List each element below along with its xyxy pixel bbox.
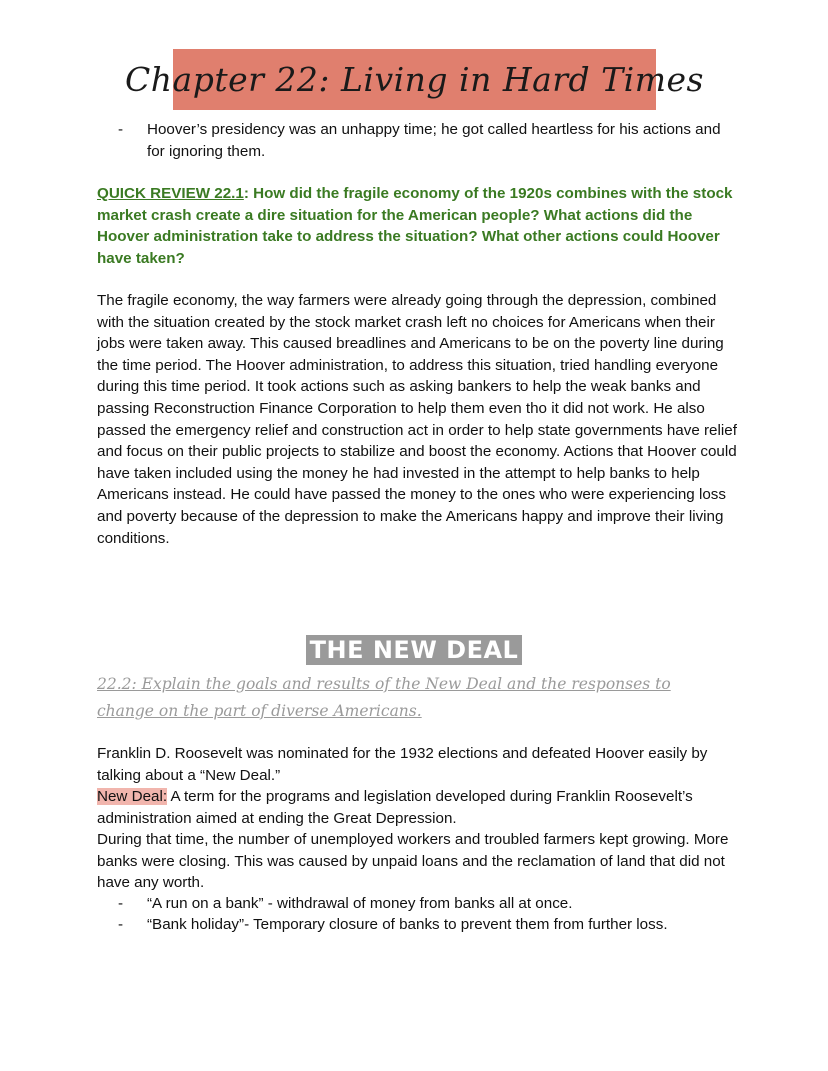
chapter-title-banner <box>125 49 704 110</box>
section-heading-container <box>0 635 828 665</box>
learning-objective: 22.2: Explain the goals and results of the New Deal and the responses to change on the part of diverse Americans. <box>97 675 671 720</box>
quick-review-label: QUICK REVIEW 22.1 <box>97 185 244 202</box>
quick-review-question <box>97 183 737 269</box>
bullet-text: “Bank holiday”- Temporary closure of banks to prevent them from further loss. <box>147 916 668 933</box>
list-item <box>118 893 738 915</box>
bullet-dash: - <box>118 121 124 138</box>
bullet-text: “A run on a bank” - withdrawal of money from banks all at once. <box>147 895 573 912</box>
highlighted-term: New Deal: <box>97 788 168 805</box>
list-item <box>118 119 738 162</box>
list-item <box>118 914 738 936</box>
new-deal-intro: Franklin D. Roosevelt was nominated for the 1932 elections and defeated Hoover easily by talking about a “New Deal.” <box>97 745 708 784</box>
section-heading: THE NEW DEAL <box>306 635 523 665</box>
chapter-title: Chapter 22: Living in Hard Times <box>125 60 704 99</box>
new-deal-definition <box>97 786 737 829</box>
bullet-dash: - <box>118 895 124 912</box>
new-deal-context: During that time, the number of unemployed workers and troubled farmers kept growing. More banks were closing. This was caused by unpaid loans and the reclamation of land that did not have any worth. <box>97 831 729 892</box>
quick-review-text: : How did the fragile economy of the 1920s combines with the stock market crash create a dire situation for the American people? What actions did the Hoover administration take to address the situation? What other actions could Hoover have taken? <box>97 185 733 267</box>
bullet-text: Hoover’s presidency was an unhappy time; he got called heartless for his actions and for ignoring them. <box>147 121 721 160</box>
definition-text: A term for the programs and legislation developed during Franklin Roosevelt’s administration aimed at ending the Great Depression. <box>97 788 693 827</box>
bullet-dash: - <box>118 916 124 933</box>
answer-paragraph: The fragile economy, the way farmers were already going through the depression, combined with the situation created by the stock market crash left no choices for Americans when their jobs were taken away. This caused breadlines and Americans to be on the poverty line during the time period. The Hoover administration, to address this situation, tried handling everyone during this time period. It took actions such as asking bankers to help the weak banks and passing Reconstruction Finance Corporation to help them even tho it did not work. He also passed the emergency relief and construction act in order to help state governments have relief and focus on their public projects to stabilize and boost the economy. Actions that Hoover could have taken included using the money he had invested in the attempt to help banks to help Americans instead. He could have passed the money to the ones who were experiencing loss and poverty because of the depression to make the Americans happy and improve their living conditions. <box>97 292 737 547</box>
